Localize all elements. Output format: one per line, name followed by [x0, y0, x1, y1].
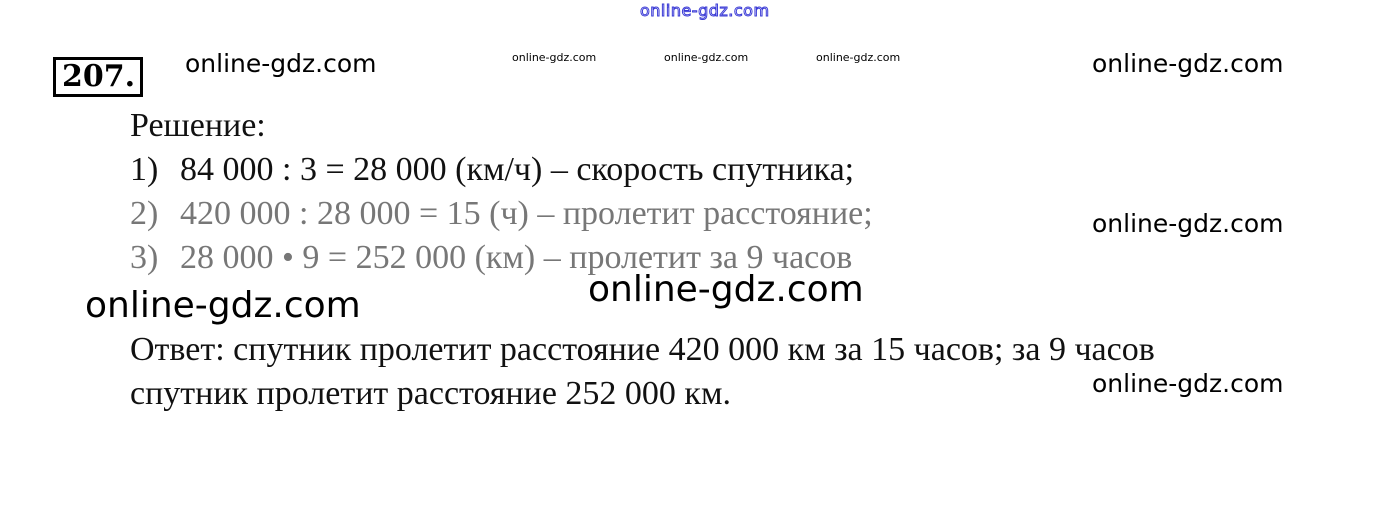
step-text: 420 000 : 28 000 = 15 (ч) – пролетит расстояние;	[180, 195, 873, 232]
step-text: 28 000 • 9 = 252 000 (км) – пролетит за 9 часов	[180, 239, 853, 276]
watermark-big-left: online-gdz.com	[85, 285, 361, 326]
watermark-top: online-gdz.com	[640, 1, 770, 20]
watermark-header-left: online-gdz.com	[185, 49, 377, 78]
watermark-mid-right: online-gdz.com	[1092, 209, 1284, 238]
problem-number: 207.	[53, 57, 143, 97]
watermark-small-2: online-gdz.com	[664, 51, 749, 64]
answer-line-2: спутник пролетит расстояние 252 000 км.	[130, 375, 731, 412]
watermark-big-center: online-gdz.com	[588, 269, 864, 310]
step-index: 1)	[130, 151, 159, 188]
step-index: 3)	[130, 239, 159, 276]
solution-step-2	[130, 194, 873, 234]
step-text: 84 000 : 3 = 28 000 (км/ч) – скорость спутника;	[180, 151, 855, 188]
watermark-small-3: online-gdz.com	[816, 51, 901, 64]
step-index: 2)	[130, 195, 159, 232]
answer-line-1: Ответ: спутник пролетит расстояние 420 000 км за 15 часов; за 9 часов	[130, 331, 1155, 368]
watermark-small-1: online-gdz.com	[512, 51, 597, 64]
watermark-lower-right: online-gdz.com	[1092, 369, 1284, 398]
solution-step-1	[130, 150, 854, 190]
solution-heading: Решение:	[130, 107, 266, 144]
watermark-header-right: online-gdz.com	[1092, 49, 1284, 78]
